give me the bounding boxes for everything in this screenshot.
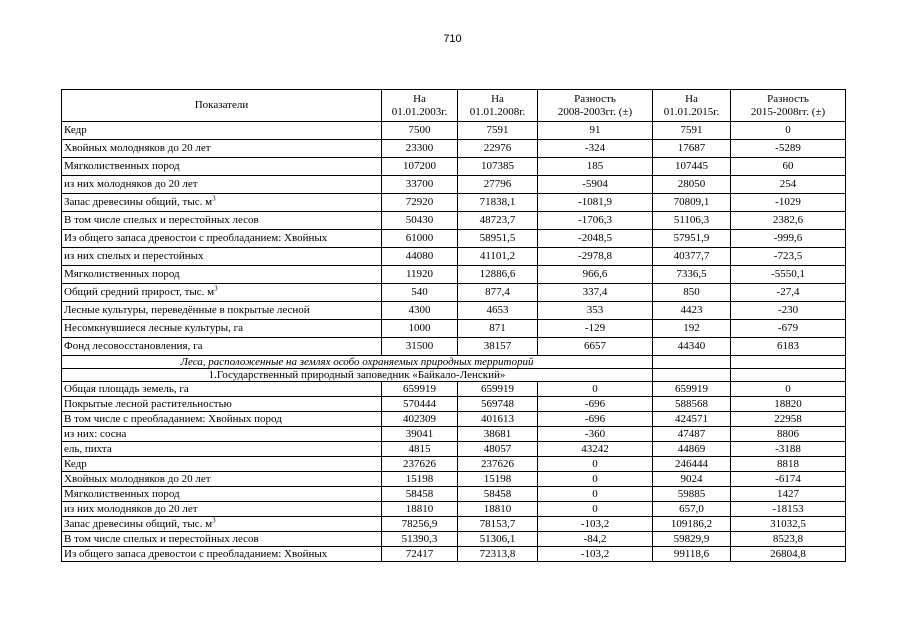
cell-value: 78153,7	[458, 517, 538, 532]
cell-value: 659919	[382, 382, 458, 397]
row-label: Хвойных молодняков до 20 лет	[62, 472, 382, 487]
row-label: Кедр	[62, 122, 382, 140]
cell-value: 0	[731, 382, 846, 397]
table-row	[62, 487, 846, 502]
table-row	[62, 248, 846, 266]
cell-value: 15198	[458, 472, 538, 487]
section-title-italic: Леса, расположенные на землях особо охраняемых природных территорий	[62, 356, 653, 369]
cell-value: -2048,5	[538, 230, 653, 248]
cell-value: -3188	[731, 442, 846, 457]
cell-value: -84,2	[538, 532, 653, 547]
cell-value: 72313,8	[458, 547, 538, 562]
row-label: из них молодняков до 20 лет	[62, 502, 382, 517]
cell-value: 402309	[382, 412, 458, 427]
cell-value: 353	[538, 302, 653, 320]
cell-value: 0	[538, 457, 653, 472]
cell-value: 254	[731, 176, 846, 194]
cell-value: -1706,3	[538, 212, 653, 230]
cell-value: 7591	[653, 122, 731, 140]
cell-value: -18153	[731, 502, 846, 517]
row-label: Мягколиственных пород	[62, 487, 382, 502]
header-col3: Разность 2008-2003гг. (±)	[538, 90, 653, 122]
row-label: Фонд лесовосстановления, га	[62, 338, 382, 356]
cell-value: 8806	[731, 427, 846, 442]
cell-value: 237626	[382, 457, 458, 472]
cell-value: 1000	[382, 320, 458, 338]
cell-value: 0	[538, 502, 653, 517]
cell-value: 22958	[731, 412, 846, 427]
cell-value: 48057	[458, 442, 538, 457]
cell-value: 43242	[538, 442, 653, 457]
row-label: Мягколиственных пород	[62, 158, 382, 176]
cell-value: -5904	[538, 176, 653, 194]
cell-value: -6174	[731, 472, 846, 487]
cell-value: 569748	[458, 397, 538, 412]
row-label: В том числе спелых и перестойных лесов	[62, 532, 382, 547]
cell-value: 58951,5	[458, 230, 538, 248]
header-indicator: Показатели	[62, 90, 382, 122]
cell-value: 58458	[382, 487, 458, 502]
header-col5: Разность 2015-2008гг. (±)	[731, 90, 846, 122]
cell-value: 109186,2	[653, 517, 731, 532]
cell-value: -2978,8	[538, 248, 653, 266]
cell-value: 246444	[653, 457, 731, 472]
cell-value: 38681	[458, 427, 538, 442]
cell-value: 2382,6	[731, 212, 846, 230]
row-label: Общая площадь земель, га	[62, 382, 382, 397]
cell-value: 78256,9	[382, 517, 458, 532]
row-label: Из общего запаса древостои с преобладанием: Хвойных	[62, 230, 382, 248]
table-row	[62, 140, 846, 158]
table-row	[62, 302, 846, 320]
table-row	[62, 158, 846, 176]
cell-value: 0	[538, 382, 653, 397]
cell-value: 18820	[731, 397, 846, 412]
cell-value: 588568	[653, 397, 731, 412]
cell-value: 4423	[653, 302, 731, 320]
row-label: Хвойных молодняков до 20 лет	[62, 140, 382, 158]
cell-value: 4300	[382, 302, 458, 320]
cell-value: 7591	[458, 122, 538, 140]
row-label: Запас древесины общий, тыс. $м^3$	[62, 517, 382, 532]
page-number: 710	[443, 33, 462, 45]
table-row	[62, 547, 846, 562]
row-label: Несомкнувшиеся лесные культуры, га	[62, 320, 382, 338]
cell-value: -5550,1	[731, 266, 846, 284]
cell-value: 107445	[653, 158, 731, 176]
cell-value: -1081,9	[538, 194, 653, 212]
row-label: В том числе спелых и перестойных лесов	[62, 212, 382, 230]
cell-value: 51306,1	[458, 532, 538, 547]
header-col4: На 01.01.2015г.	[653, 90, 731, 122]
cell-value: 6183	[731, 338, 846, 356]
cell-value: 192	[653, 320, 731, 338]
cell-value: 48723,7	[458, 212, 538, 230]
cell-value: 11920	[382, 266, 458, 284]
section-row-bold	[62, 369, 846, 382]
cell-value: 72920	[382, 194, 458, 212]
cell-value: 15198	[382, 472, 458, 487]
table-row	[62, 412, 846, 427]
cell-value: -103,2	[538, 547, 653, 562]
header-row	[62, 90, 846, 122]
cell-value: 4815	[382, 442, 458, 457]
table-row	[62, 517, 846, 532]
cell-value: 966,6	[538, 266, 653, 284]
cell-value: -1029	[731, 194, 846, 212]
table-row	[62, 442, 846, 457]
row-label: ель, пихта	[62, 442, 382, 457]
cell-value: 18810	[382, 502, 458, 517]
cell-value: 70809,1	[653, 194, 731, 212]
cell-value: 657,0	[653, 502, 731, 517]
cell-value: 877,4	[458, 284, 538, 302]
row-label: Покрытые лесной растительностью	[62, 397, 382, 412]
table-row	[62, 176, 846, 194]
table-row	[62, 502, 846, 517]
cell-value: 33700	[382, 176, 458, 194]
cell-value: 57951,9	[653, 230, 731, 248]
cell-value: 107385	[458, 158, 538, 176]
cell-value: 659919	[458, 382, 538, 397]
cell-value: 72417	[382, 547, 458, 562]
cell-value: 47487	[653, 427, 731, 442]
table-row	[62, 427, 846, 442]
cell-value: 659919	[653, 382, 731, 397]
row-label: из них: сосна	[62, 427, 382, 442]
row-label: Запас древесины общий, тыс. $м^3$	[62, 194, 382, 212]
cell-value: -696	[538, 397, 653, 412]
cell-value: 0	[731, 122, 846, 140]
cell-value: 1427	[731, 487, 846, 502]
cell-value: -27,4	[731, 284, 846, 302]
cell-value: 41101,2	[458, 248, 538, 266]
cell-value: 26804,8	[731, 547, 846, 562]
cell-value: 44869	[653, 442, 731, 457]
row-label: из них спелых и перестойных	[62, 248, 382, 266]
row-label: Общий средний прирост, тыс. $м^3$	[62, 284, 382, 302]
table-row	[62, 320, 846, 338]
row-label: Кедр	[62, 457, 382, 472]
cell-value: 0	[538, 487, 653, 502]
cell-value: 401613	[458, 412, 538, 427]
row-label: В том числе с преобладанием: Хвойных пород	[62, 412, 382, 427]
cell-value: -723,5	[731, 248, 846, 266]
cell-value: 91	[538, 122, 653, 140]
cell-value: 58458	[458, 487, 538, 502]
cell-value: 51106,3	[653, 212, 731, 230]
cell-value: 18810	[458, 502, 538, 517]
cell-value: 60	[731, 158, 846, 176]
cell-value: 337,4	[538, 284, 653, 302]
cell-value: 50430	[382, 212, 458, 230]
table-row	[62, 382, 846, 397]
cell-value: 59829,9	[653, 532, 731, 547]
cell-value: 570444	[382, 397, 458, 412]
row-label: Из общего запаса древостои с преобладанием: Хвойных	[62, 547, 382, 562]
cell-value: 7500	[382, 122, 458, 140]
cell-value: 99118,6	[653, 547, 731, 562]
header-col1: На 01.01.2003г.	[382, 90, 458, 122]
cell-value: 44340	[653, 338, 731, 356]
cell-value: 871	[458, 320, 538, 338]
table-row	[62, 472, 846, 487]
table-row	[62, 338, 846, 356]
table-row	[62, 457, 846, 472]
forest-statistics-table	[61, 89, 846, 562]
table-row	[62, 532, 846, 547]
cell-value: 107200	[382, 158, 458, 176]
cell-value: -324	[538, 140, 653, 158]
cell-value: 8523,8	[731, 532, 846, 547]
cell-value: -360	[538, 427, 653, 442]
table-row	[62, 212, 846, 230]
cell-value: -230	[731, 302, 846, 320]
cell-value: 61000	[382, 230, 458, 248]
cell-value: 28050	[653, 176, 731, 194]
cell-value: 7336,5	[653, 266, 731, 284]
cell-value: -103,2	[538, 517, 653, 532]
table-row	[62, 230, 846, 248]
cell-value: 38157	[458, 338, 538, 356]
cell-value: 185	[538, 158, 653, 176]
cell-value: 22976	[458, 140, 538, 158]
row-label: из них молодняков до 20 лет	[62, 176, 382, 194]
cell-value: -129	[538, 320, 653, 338]
cell-value: 8818	[731, 457, 846, 472]
section-title-bold: 1.Государственный природный заповедник «Байкало-Ленский»	[62, 369, 653, 382]
cell-value: -679	[731, 320, 846, 338]
cell-value: 850	[653, 284, 731, 302]
cell-value: 71838,1	[458, 194, 538, 212]
section-row-italic	[62, 356, 846, 369]
cell-value: 44080	[382, 248, 458, 266]
table-row	[62, 266, 846, 284]
row-label: Мягколиственных пород	[62, 266, 382, 284]
table-row	[62, 397, 846, 412]
cell-value: 6657	[538, 338, 653, 356]
cell-value: -696	[538, 412, 653, 427]
cell-value: 4653	[458, 302, 538, 320]
cell-value: -5289	[731, 140, 846, 158]
cell-value: 51390,3	[382, 532, 458, 547]
cell-value: 40377,7	[653, 248, 731, 266]
cell-value: 237626	[458, 457, 538, 472]
cell-value: 39041	[382, 427, 458, 442]
table-row	[62, 194, 846, 212]
cell-value: -999,6	[731, 230, 846, 248]
cell-value: 23300	[382, 140, 458, 158]
cell-value: 424571	[653, 412, 731, 427]
table-row	[62, 284, 846, 302]
cell-value: 17687	[653, 140, 731, 158]
cell-value: 0	[538, 472, 653, 487]
cell-value: 12886,6	[458, 266, 538, 284]
cell-value: 31032,5	[731, 517, 846, 532]
cell-value: 59885	[653, 487, 731, 502]
row-label: Лесные культуры, переведённые в покрытые лесной	[62, 302, 382, 320]
cell-value: 9024	[653, 472, 731, 487]
cell-value: 27796	[458, 176, 538, 194]
cell-value: 540	[382, 284, 458, 302]
table-row	[62, 122, 846, 140]
header-col2: На 01.01.2008г.	[458, 90, 538, 122]
cell-value: 31500	[382, 338, 458, 356]
